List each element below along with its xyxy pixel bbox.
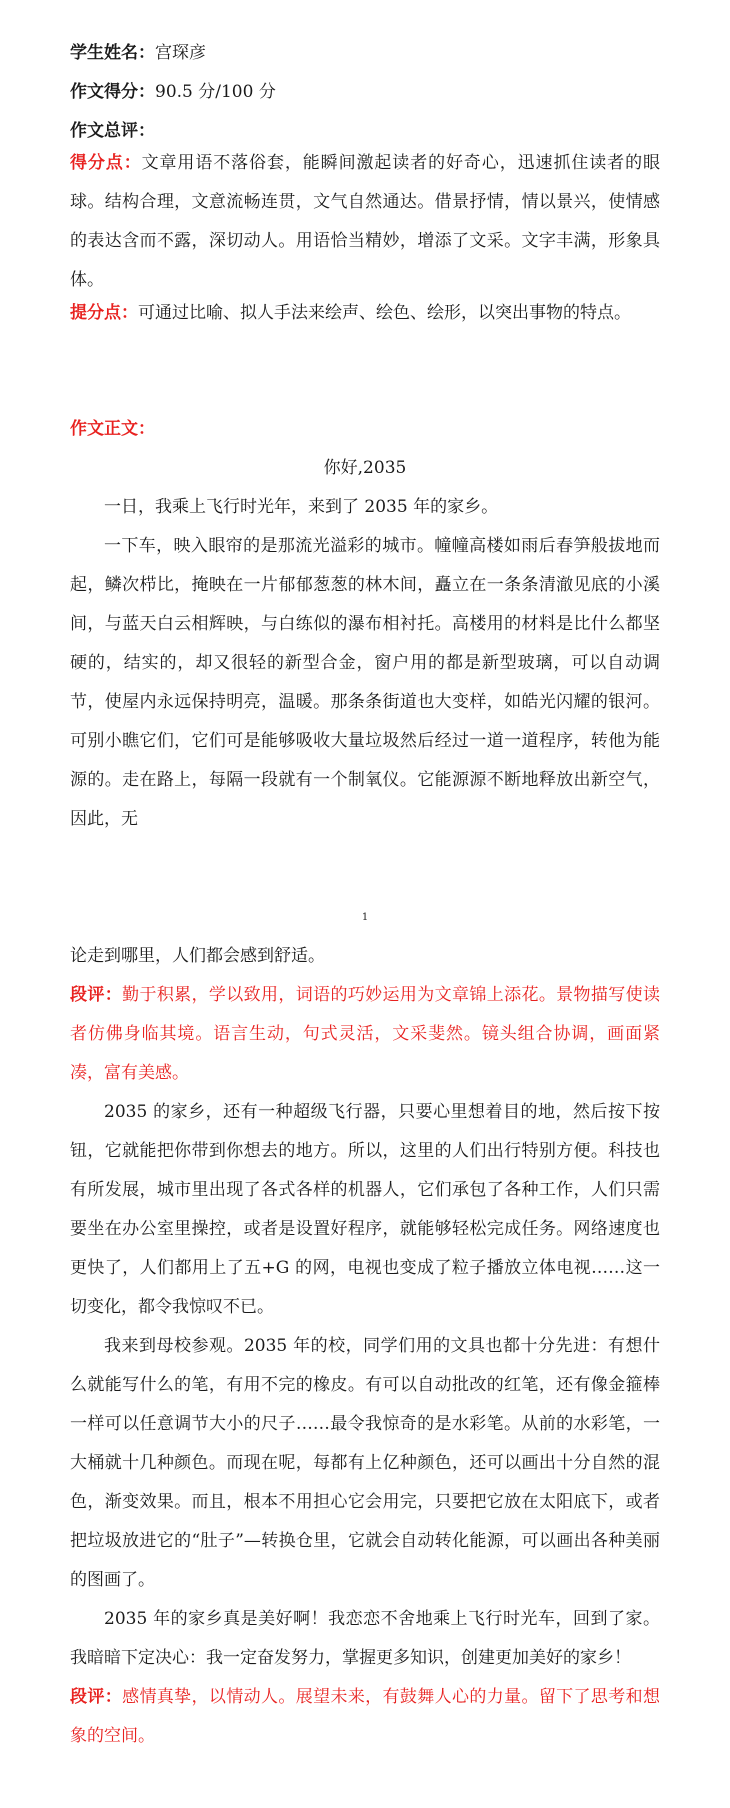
essay-block-1 [70, 410, 660, 839]
comment1-text: 勤于积累，学以致用，词语的巧妙运用为文章锦上添花。景物描写使读者仿佛身临其境。语言生动，句式灵活，文采斐然。镜头组合协调，画面紧凑，富有美感。 [70, 985, 661, 1083]
student-name: 宫琛彦 [155, 43, 206, 63]
improve-text: 可通过比喻、拟人手法来绘声、绘色、绘形，以突出事物的特点。 [138, 303, 631, 323]
student-name-line [70, 34, 660, 73]
review-improve-block [70, 294, 660, 333]
essay-paragraph-3: 2035 的家乡，还有一种超级飞行器，只要心里想着目的地，然后按下按钮，它就能把你带到你想去的地方。所以，这里的人们出行特别方便。科技也有所发展，城市里出现了各式各样的机器人，它们承包了各种工作，人们只需要坐在办公室里操控，或者是设置好程序，就能够轻松完成任务。网络速度也更快了，人们都用上了五+G 的网，电视也变成了粒子播放立体电视……这一切变化，都令我惊叹不已。 [70, 1102, 660, 1317]
essay-paragraph-2a: 一下车，映入眼帘的是那流光溢彩的城市。幢幢高楼如雨后春笋般拔地而起，鳞次栉比，掩映在一片郁郁葱葱的林木间，矗立在一条条清澈见底的小溪间，与蓝天白云相辉映，与白练似的瀑布相衬托。高楼用的材料是比什么都坚硬的，结实的，却又很轻的新型合金，窗户用的都是新型玻璃，可以自动调节，使屋内永远保持明亮，温暖。那条条街道也大变样，如皓光闪耀的银河。可别小瞧它们，它们可是能够吸收大量垃圾然后经过一道一道程序，转他为能源的。走在路上，每隔一段就有一个制氧仪。它能源源不断地释放出新空气，因此，无 [70, 536, 660, 829]
essay-title: 你好,2035 [323, 458, 407, 478]
improve-label: 提分点： [70, 303, 138, 323]
paragraph-comment-2 [70, 1678, 660, 1756]
essay-paragraph-5: 2035 年的家乡真是美好啊！我恋恋不舍地乘上飞行时光车，回到了家。我暗暗下定决心：我一定奋发努力，掌握更多知识，创建更加美好的家乡！ [70, 1609, 660, 1668]
comment2-label: 段评： [70, 1687, 123, 1707]
essay-block-2 [70, 937, 660, 1756]
essay-paragraph-1: 一日，我乘上飞行时光年，来到了 2035 年的家乡。 [104, 497, 499, 517]
comment1-label: 段评： [70, 985, 123, 1005]
plus-label: 得分点： [70, 153, 142, 173]
header-block [70, 34, 660, 151]
paragraph-comment-1 [70, 976, 660, 1093]
essay-paragraph-4: 我来到母校参观。2035 年的校，同学们用的文具也都十分先进：有想什么就能写什么的笔，有用不完的橡皮。有可以自动批改的红笔，还有像金箍棒一样可以任意调节大小的尺子……最令我惊奇的是水彩笔。从前的水彩笔，一大桶就十几种颜色。而现在呢，每都有上亿种颜色，还可以画出十分自然的混色，渐变效果。而且，根本不用担心它会用完，只要把它放在太阳底下，或者把垃圾放进它的“肚子”—转换仓里，它就会自动转化能源，可以画出各种美丽的图画了。 [70, 1336, 660, 1590]
comment2-text: 感情真挚，以情动人。展望未来，有鼓舞人心的力量。留下了思考和想象的空间。 [70, 1687, 661, 1746]
improve-points [70, 294, 660, 333]
review-plus-block [70, 144, 660, 300]
essay-section-label: 作文正文： [70, 419, 155, 439]
score-line [70, 73, 660, 112]
score-label: 作文得分： [70, 82, 155, 102]
score-value: 90.5 分/100 分 [155, 82, 276, 102]
overall-label: 作文总评： [70, 121, 155, 141]
student-label: 学生姓名： [70, 43, 155, 63]
plus-text: 文章用语不落俗套，能瞬间激起读者的好奇心，迅速抓住读者的眼球。结构合理，文意流畅连贯，文气自然通达。借景抒情，情以景兴，使情感的表达含而不露，深切动人。用语恰当精妙，增添了文采。文字丰满，形象具体。 [70, 153, 660, 290]
page-number: 1 [361, 912, 369, 923]
plus-points [70, 144, 660, 300]
essay-paragraph-2b: 论走到哪里，人们都会感到舒适。 [70, 946, 325, 966]
